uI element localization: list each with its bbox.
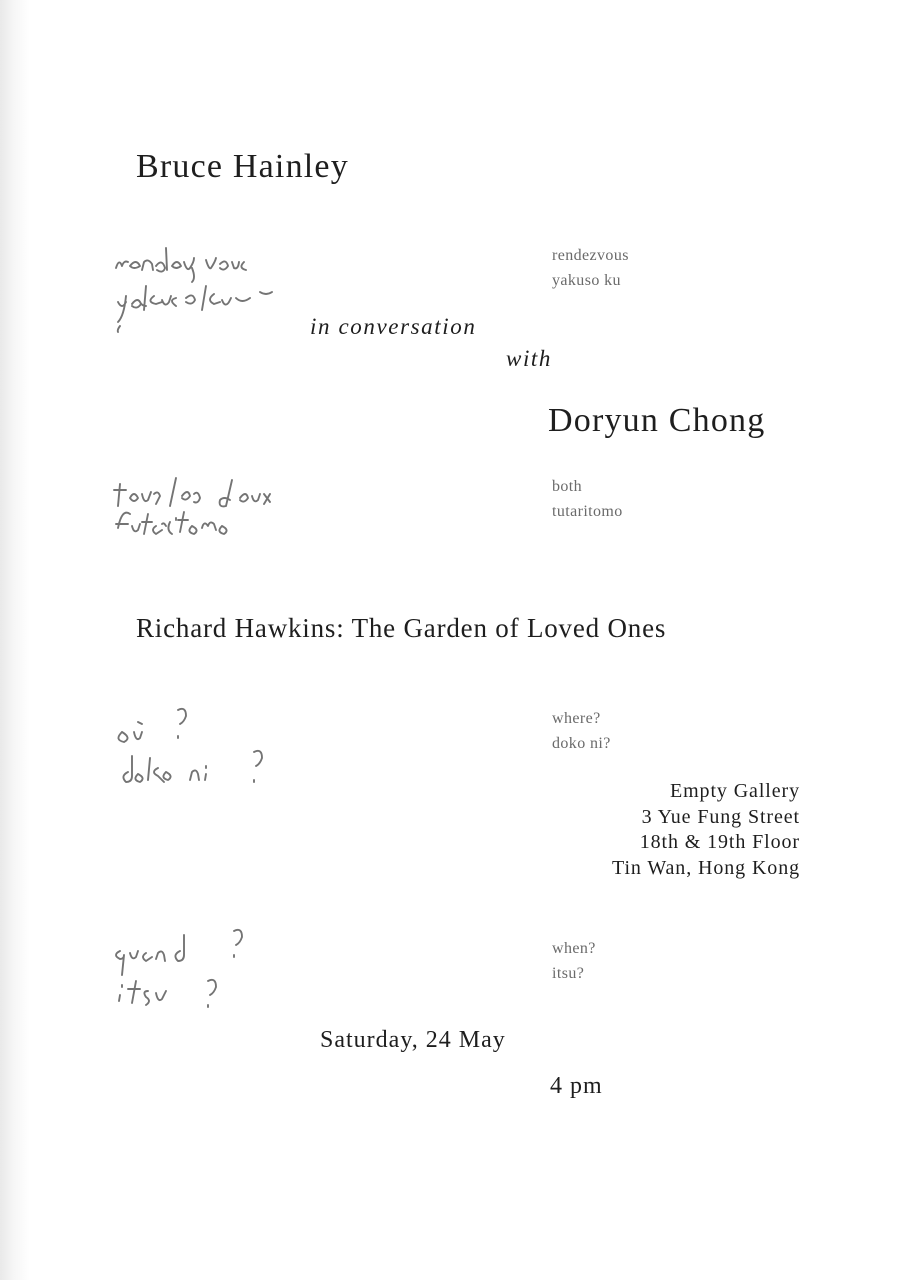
handwritten-rendezvous-note	[110, 240, 290, 335]
in-conversation-label: in conversation	[310, 314, 477, 339]
venue-name: Empty Gallery	[669, 780, 800, 802]
handwritten-where-note	[112, 702, 282, 792]
gloss-line: both	[552, 478, 583, 495]
gloss-line: when?	[552, 940, 596, 957]
guest-name: Doryun Chong	[548, 402, 766, 439]
venue-city: Tin Wan, Hong Kong	[612, 856, 800, 879]
gloss-when	[552, 936, 596, 986]
exhibition-title: Richard Hawkins: The Garden of Loved Ones	[136, 613, 667, 643]
paper-edge-shadow	[0, 0, 30, 1280]
gloss-line: rendezvous	[552, 247, 629, 264]
venue-street: 3 Yue Fung Street	[641, 805, 800, 828]
gloss-rendezvous	[552, 243, 629, 293]
venue-floor: 18th & 19th Floor	[639, 831, 800, 853]
gloss-line: tutaritomo	[552, 503, 623, 520]
gloss-line: itsu?	[552, 965, 585, 982]
event-time: 4 pm	[550, 1073, 603, 1099]
gloss-line: doko ni?	[552, 735, 611, 752]
gloss-where	[552, 706, 611, 756]
venue-address	[612, 779, 800, 881]
gloss-line: where?	[552, 710, 601, 727]
handwritten-when-note	[110, 925, 270, 1015]
with-label: with	[506, 346, 553, 371]
event-date: Saturday, 24 May	[320, 1027, 506, 1053]
gloss-line: yakuso ku	[552, 272, 621, 289]
gloss-both	[552, 474, 623, 524]
speaker-name: Bruce Hainley	[136, 148, 349, 185]
handwritten-both-note	[112, 470, 322, 550]
